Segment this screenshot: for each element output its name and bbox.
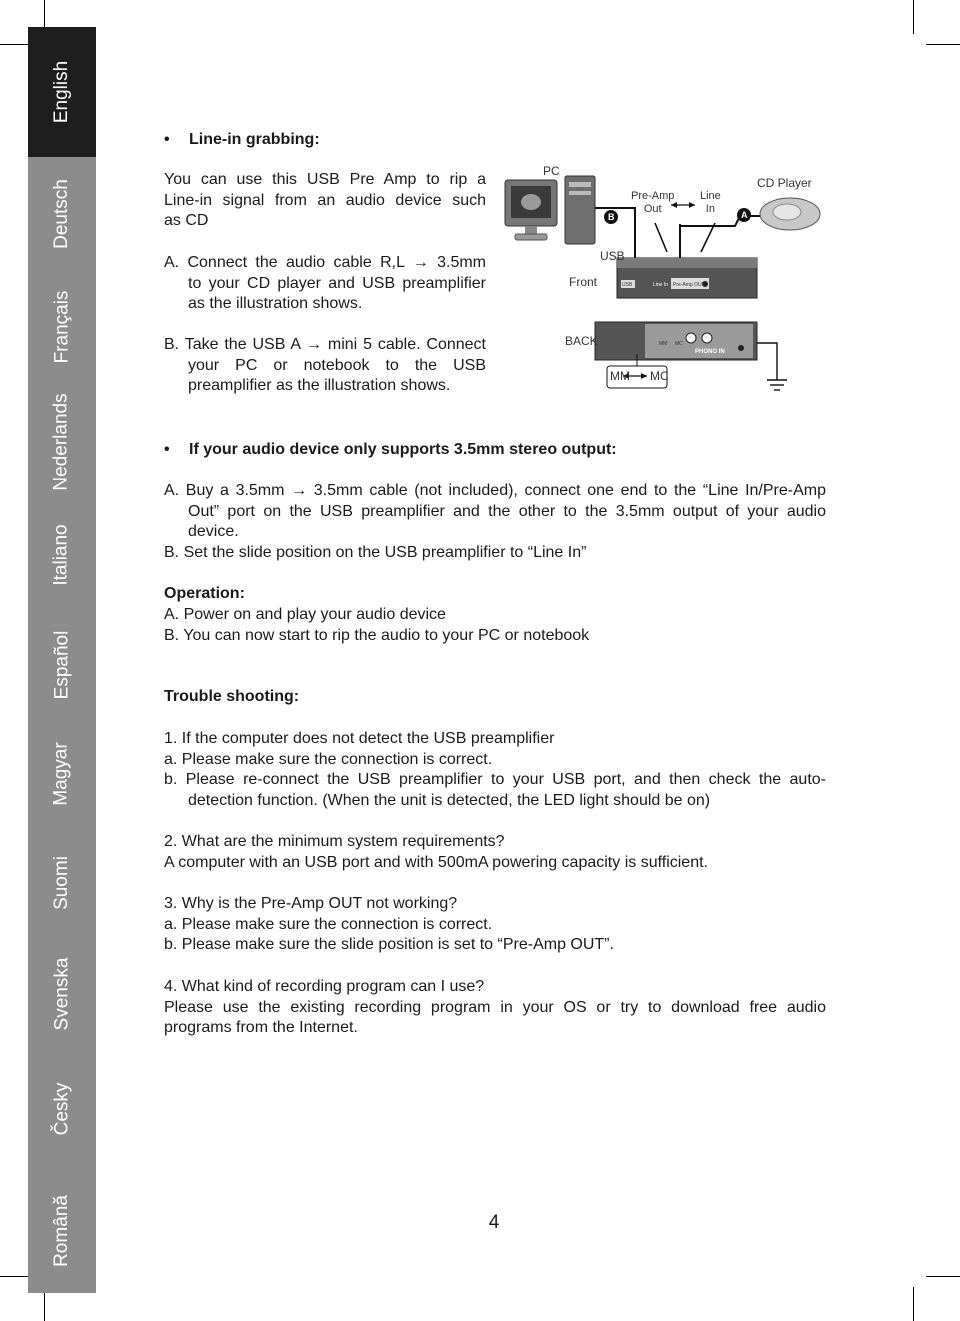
crop-mark [913, 0, 914, 34]
lang-tab-italiano[interactable]: Italiano [51, 524, 72, 586]
front-port-line-label: Line In [653, 282, 669, 288]
lang-tab-english[interactable]: English [28, 27, 96, 157]
text-line: 3. Why is the Pre-Amp OUT not working? [164, 895, 458, 912]
language-sidebar [28, 27, 96, 1293]
phono-in-label: PHONO IN [695, 349, 725, 355]
trouble-q3 [164, 894, 614, 956]
text-line: B. Take the USB A → mini 5 cable. Connect [164, 336, 486, 353]
diagram-label-cd-player: CD Player [757, 176, 812, 190]
lang-tab-espanol[interactable]: Español [51, 630, 73, 700]
text-line: programs from the Internet. [164, 1019, 358, 1037]
diagram-label-back: BACK [565, 334, 598, 348]
crop-mark [926, 1276, 960, 1277]
crop-mark [926, 44, 960, 45]
preamp-front-icon [617, 258, 757, 298]
diagram-label-preamp-out: Pre-Amp Out [631, 190, 675, 215]
pc-tower-icon [565, 176, 595, 244]
operation-heading: Operation: [164, 585, 245, 602]
text-line: a. Please make sure the connection is correct. [164, 750, 493, 768]
text-line: A. Power on and play your audio device [164, 606, 446, 623]
diagram-label-usb: USB [600, 249, 625, 263]
trouble-heading: Trouble shooting: [164, 688, 300, 705]
section2-step-a [164, 481, 826, 543]
text-line: detection function. (When the unit is detected, the LED light should be on) [188, 791, 711, 809]
page-number: 4 [488, 1212, 500, 1233]
text-line: as CD [164, 212, 209, 230]
preamp-cable-icon [655, 223, 667, 252]
diagram-label-line-in: Line In [700, 190, 721, 215]
lang-tab-magyar[interactable]: Magyar [50, 742, 72, 806]
text-line: b. Please re-connect the USB preamplifier to your USB port, and then check the auto- [164, 771, 826, 789]
text-line: A. Buy a 3.5mm → 3.5mm cable (not included), connect one end to the “Line In/Pre-Amp [164, 482, 826, 499]
text-line: Line-in signal from an audio device such [164, 191, 486, 209]
text-line: Please use the existing recording program in your OS or try to download free audio [164, 998, 826, 1016]
text-line: A. Connect the audio cable R,L → 3.5mm [164, 254, 486, 271]
section-heading-line-in: • Line-in grabbing: [189, 130, 320, 151]
lang-tab-deutsch[interactable]: Deutsch [51, 179, 73, 249]
text-line: B. You can now start to rip the audio to your PC or notebook [164, 626, 590, 644]
back-port-mm-label: MM [659, 341, 668, 347]
front-port-preamp-label: Pre-Amp OUT [673, 282, 705, 288]
diagram-label-front: Front [569, 275, 598, 289]
text-line: b. Please make sure the slide position is set to “Pre-Amp OUT”. [164, 936, 614, 954]
text-line: your PC or notebook to the USB [188, 356, 486, 374]
text-line: as the illustration shows. [188, 295, 363, 313]
text-line: Out” port on the USB preamplifier and the other to the 3.5mm output of your audio [188, 502, 826, 520]
step-b-paragraph [164, 335, 486, 397]
lang-tab-svenska[interactable]: Svenska [51, 957, 72, 1031]
connection-diagram [495, 158, 835, 408]
lang-tab-cesky[interactable]: Česky [50, 1082, 72, 1136]
text-line: 1. If the computer does not detect the USB preamplifier [164, 730, 555, 747]
lang-tab-nederlands[interactable]: Nederlands [51, 393, 73, 491]
text-line: 2. What are the minimum system requirements? [164, 833, 505, 850]
step-a-paragraph [164, 253, 486, 315]
badge-b-label: B [608, 212, 615, 222]
cd-player-icon [760, 198, 820, 230]
operation-list [164, 605, 589, 646]
back-port-mc-label: MC [675, 341, 683, 347]
text-line: device. [188, 523, 239, 541]
text-line: You can use this USB Pre Amp to rip a [164, 171, 486, 188]
pc-monitor-icon [505, 180, 557, 240]
crop-mark [913, 1287, 914, 1321]
text-line: to your CD player and USB preamplifier [188, 274, 486, 292]
text-line: preamplifier as the illustration shows. [188, 377, 451, 395]
diagram-label-mc: MC [650, 369, 669, 383]
diagram-label-pc: PC [543, 164, 560, 178]
ground-wire-icon [757, 343, 777, 380]
lang-tab-francais[interactable]: Français [51, 290, 73, 364]
intro-paragraph [164, 170, 486, 232]
lang-tab-suomi[interactable]: Suomi [50, 856, 72, 910]
diagram-label-mm: MM [610, 369, 630, 383]
text-line: a. Please make sure the connection is correct. [164, 915, 493, 933]
trouble-q2 [164, 832, 708, 873]
badge-a-label: A [741, 210, 748, 220]
text-line: A computer with an USB port and with 500mA powering capacity is sufficient. [164, 853, 708, 871]
trouble-q1 [164, 729, 826, 811]
text-line: 4. What kind of recording program can I use? [164, 978, 485, 995]
front-port-usb-label: USB [622, 282, 633, 288]
lang-tab-romana[interactable]: Română [51, 1195, 73, 1267]
trouble-q4 [164, 977, 826, 1039]
section-heading-3-5mm: • If your audio device only supports 3.5mm stereo output: [189, 440, 617, 461]
section2-step-b: B. Set the slide position on the USB preamplifier to “Line In” [164, 544, 587, 561]
